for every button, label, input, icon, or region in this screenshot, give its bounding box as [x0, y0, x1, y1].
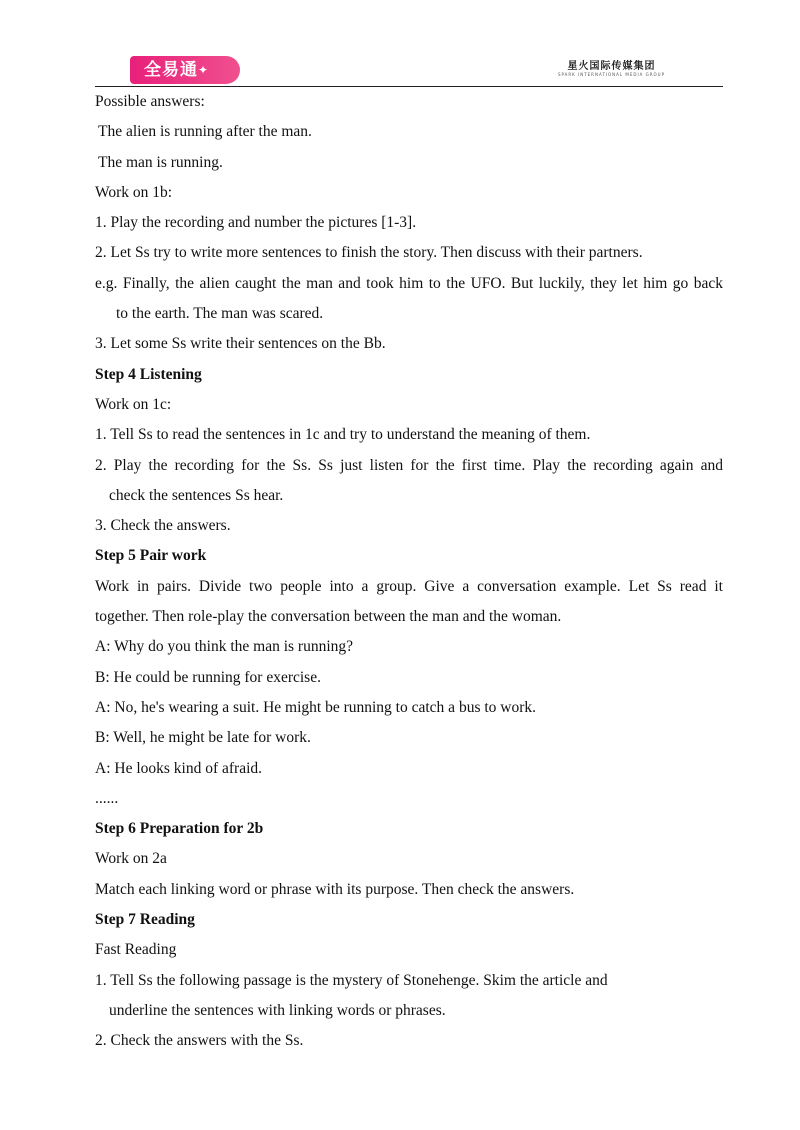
- text-line: together. Then role-play the conversation between the man and the woman.: [95, 608, 562, 626]
- sparkle-icon: ✦: [198, 63, 210, 77]
- page-header: [0, 0, 800, 90]
- dialogue-line: A: He looks kind of afraid.: [95, 759, 263, 777]
- text-line: 1. Tell Ss to read the sentences in 1c and try to understand the meaning of them.: [95, 426, 591, 444]
- text-line: Possible answers:: [95, 93, 205, 110]
- text-line: The man is running.: [98, 153, 223, 171]
- logo-text: 全易通: [144, 60, 198, 80]
- text-line: The alien is running after the man.: [98, 123, 312, 141]
- text-line: 1. Play the recording and number the pictures [1-3].: [95, 214, 417, 232]
- text-line: 2. Play the recording for the Ss. Ss just listen for the first time. Play the recording again and: [95, 456, 723, 474]
- text-line: underline the sentences with linking words or phrases.: [109, 1001, 446, 1019]
- text-line: to the earth. The man was scared.: [116, 305, 324, 323]
- step-heading: Step 6 Preparation for 2b: [95, 820, 264, 838]
- dialogue-line: A: No, he's wearing a suit. He might be running to catch a bus to work.: [95, 698, 537, 716]
- text-line: check the sentences Ss hear.: [109, 486, 284, 504]
- text-line: 2. Check the answers with the Ss.: [95, 1032, 304, 1050]
- text-line: Fast Reading: [95, 941, 177, 959]
- step-heading: Step 7 Reading: [95, 911, 195, 929]
- brand-name-en: SPARK INTERNATIONAL MEDIA GROUP: [557, 72, 665, 77]
- step-heading: Step 5 Pair work: [95, 547, 207, 565]
- dialogue-line: B: He could be running for exercise.: [95, 668, 321, 686]
- brand-mark: [558, 61, 665, 78]
- text-line: Work on 2a: [95, 850, 167, 868]
- dialogue-line: A: Why do you think the man is running?: [95, 638, 354, 656]
- step-heading: Step 4 Listening: [95, 365, 202, 383]
- text-line: e.g. Finally, the alien caught the man and took him to the UFO. But luckily, they let him go back: [95, 274, 723, 292]
- dialogue-line: B: Well, he might be late for work.: [95, 729, 311, 747]
- text-line: Work on 1c:: [95, 395, 172, 413]
- text-line: 3. Check the answers.: [95, 517, 231, 535]
- text-line: 1. Tell Ss the following passage is the mystery of Stonehenge. Skim the article and: [95, 971, 608, 989]
- publisher-logo: [130, 56, 240, 84]
- text-line: 2. Let Ss try to write more sentences to finish the story. Then discuss with their partners.: [95, 244, 643, 262]
- document-body: [95, 87, 723, 1057]
- ellipsis: ......: [95, 789, 119, 807]
- brand-name-cn: 星火国际传媒集团: [567, 61, 656, 72]
- text-line: 3. Let some Ss write their sentences on the Bb.: [95, 335, 386, 353]
- text-line: Work on 1b:: [95, 183, 173, 201]
- text-line: Work in pairs. Divide two people into a group. Give a conversation example. Let Ss read it: [95, 577, 723, 595]
- text-line: Match each linking word or phrase with its purpose. Then check the answers.: [95, 880, 575, 898]
